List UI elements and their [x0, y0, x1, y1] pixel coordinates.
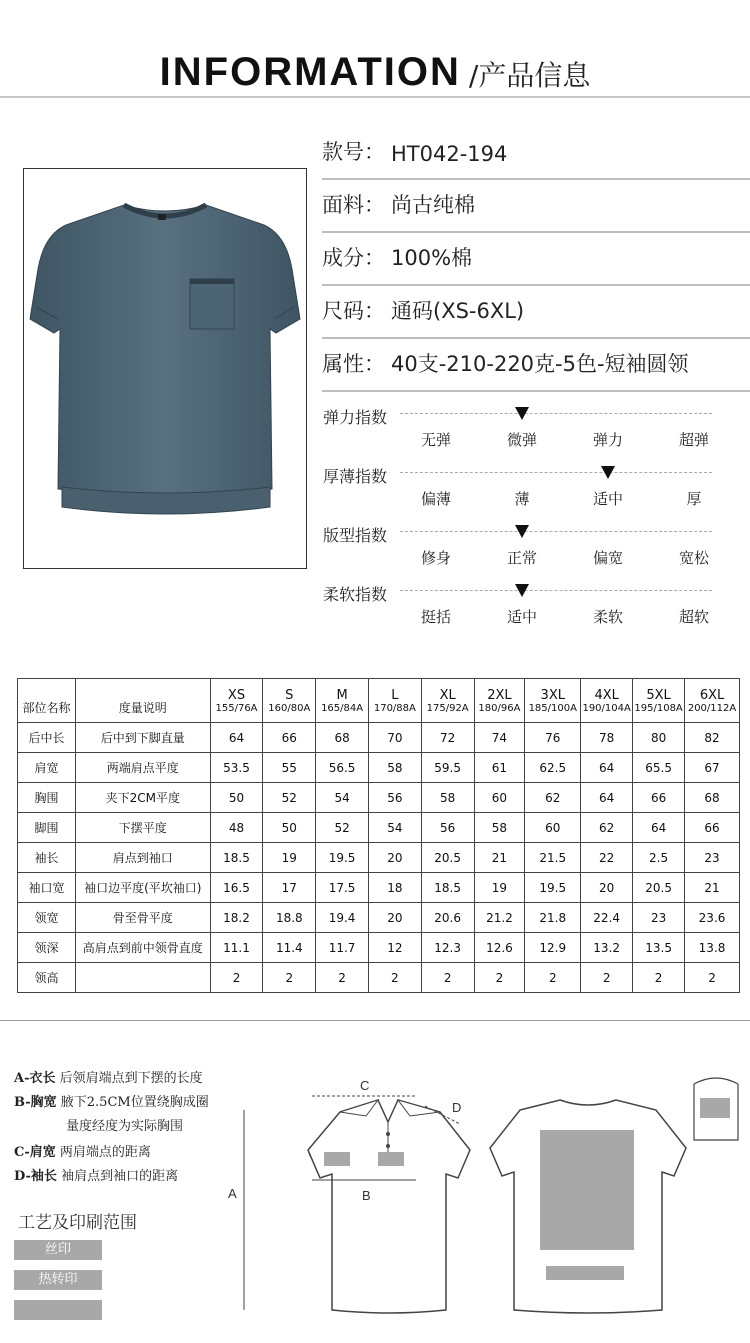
- table-cell: 21.2: [474, 903, 525, 933]
- index-option: 柔软: [592, 608, 623, 626]
- section-divider: [0, 1020, 750, 1021]
- header-size: [421, 679, 474, 723]
- size-code: 200/112A: [687, 702, 737, 714]
- table-cell: 18.5: [210, 843, 263, 873]
- table-row: [18, 843, 740, 873]
- tshirt-image: [24, 169, 306, 568]
- front-print-left: [324, 1152, 350, 1166]
- table-cell: 19: [263, 843, 316, 873]
- label-c: C: [360, 1078, 370, 1093]
- table-cell: 78: [581, 723, 633, 753]
- header-size: [474, 679, 525, 723]
- table-cell: 52: [316, 813, 369, 843]
- size-label: S: [285, 687, 294, 703]
- table-cell: 23.6: [685, 903, 740, 933]
- table-cell: 64: [633, 813, 685, 843]
- table-cell: 21.8: [525, 903, 581, 933]
- table-cell: 67: [685, 753, 740, 783]
- table-cell: 11.1: [210, 933, 263, 963]
- index-option: 适中: [592, 490, 623, 508]
- table-cell: 2.5: [633, 843, 685, 873]
- front-print-right: [378, 1152, 404, 1166]
- table-cell: 12.9: [525, 933, 581, 963]
- table-cell: 76: [525, 723, 581, 753]
- table-cell: 17.5: [316, 873, 369, 903]
- size-label: 6XL: [699, 687, 725, 703]
- index-scale-line: [400, 590, 712, 591]
- row-desc: [76, 963, 211, 993]
- label-b: B: [362, 1188, 371, 1203]
- table-row: [18, 963, 740, 993]
- index-option: 微弹: [506, 431, 537, 449]
- table-row: [18, 723, 740, 753]
- table-cell: 18.8: [263, 903, 316, 933]
- row-desc: 高肩点到前中领骨直度: [76, 933, 211, 963]
- row-part: 领高: [18, 963, 76, 993]
- header-size: [263, 679, 316, 723]
- index-scale-line: [400, 531, 712, 532]
- size-code: 180/96A: [478, 702, 521, 714]
- table-cell: 58: [421, 783, 474, 813]
- craft-heat-transfer[interactable]: 热转印: [14, 1270, 102, 1290]
- size-code: 155/76A: [215, 702, 258, 714]
- index-scale-line: [400, 472, 712, 473]
- size-code: 165/84A: [321, 702, 364, 714]
- index-marker: [601, 466, 615, 479]
- table-cell: 13.2: [581, 933, 633, 963]
- index-option: 无弹: [420, 431, 451, 449]
- size-label: XL: [439, 687, 456, 703]
- row-part: 袖长: [18, 843, 76, 873]
- craft-title: 工艺及印刷范围: [18, 1213, 137, 1233]
- table-cell: 72: [421, 723, 474, 753]
- table-cell: 61: [474, 753, 525, 783]
- row-part: 肩宽: [18, 753, 76, 783]
- back-print-bottom: [546, 1266, 624, 1280]
- table-cell: 64: [210, 723, 263, 753]
- index-option: 厚: [686, 490, 702, 508]
- front-shirt: [308, 1100, 470, 1313]
- size-label: L: [391, 687, 399, 703]
- index-title: 柔软指数: [323, 585, 388, 604]
- table-cell: 82: [685, 723, 740, 753]
- label-d: D: [452, 1100, 462, 1115]
- row-part: 领宽: [18, 903, 76, 933]
- size-label: 2XL: [487, 687, 512, 703]
- table-cell: 59.5: [421, 753, 474, 783]
- index-option: 挺括: [420, 608, 451, 626]
- index-option: 宽松: [678, 549, 709, 567]
- size-label: 5XL: [646, 687, 671, 703]
- table-cell: 22.4: [581, 903, 633, 933]
- table-cell: 58: [368, 753, 421, 783]
- table-cell: 21: [685, 873, 740, 903]
- table-cell: 70: [368, 723, 421, 753]
- def-chest: B-胸宽 腋下2.5CM位置绕胸成圈: [14, 1095, 209, 1110]
- header-size: [581, 679, 633, 723]
- spec-attributes: 属性： 40支-210-220克-5色-短袖圆领: [322, 340, 750, 392]
- row-part: 袖口宽: [18, 873, 76, 903]
- index-title: 厚薄指数: [323, 467, 388, 486]
- spec-fabric: 面料： 尚古纯棉: [322, 181, 750, 233]
- row-part: 后中长: [18, 723, 76, 753]
- table-cell: 19: [474, 873, 525, 903]
- table-cell: 23: [633, 903, 685, 933]
- table-cell: 2: [316, 963, 369, 993]
- table-cell: 18: [368, 873, 421, 903]
- row-desc: 夹下2CM平度: [76, 783, 211, 813]
- index-marker: [515, 407, 529, 420]
- size-label: 4XL: [594, 687, 619, 703]
- table-cell: 11.4: [263, 933, 316, 963]
- row-desc: 下摆平度: [76, 813, 211, 843]
- table-cell: 68: [685, 783, 740, 813]
- index-marker: [515, 525, 529, 538]
- table-row: [18, 753, 740, 783]
- table-cell: 12.6: [474, 933, 525, 963]
- table-cell: 50: [210, 783, 263, 813]
- table-cell: 56.5: [316, 753, 369, 783]
- craft-blank[interactable]: [14, 1300, 102, 1320]
- size-header-row: [18, 679, 740, 723]
- table-cell: 56: [368, 783, 421, 813]
- header-size: [633, 679, 685, 723]
- row-part: 领深: [18, 933, 76, 963]
- def-chest-note: 量度经度为实际胸围: [66, 1119, 184, 1134]
- table-cell: 16.5: [210, 873, 263, 903]
- index-option: 适中: [506, 608, 537, 626]
- size-code: 160/80A: [268, 702, 311, 714]
- table-cell: 12.3: [421, 933, 474, 963]
- title-cn: /产品信息: [468, 59, 591, 92]
- table-cell: 22: [581, 843, 633, 873]
- size-label: 3XL: [540, 687, 565, 703]
- index-marker: [515, 584, 529, 597]
- row-part: 胸围: [18, 783, 76, 813]
- table-cell: 2: [368, 963, 421, 993]
- table-cell: 21: [474, 843, 525, 873]
- table-row: [18, 783, 740, 813]
- table-cell: 54: [316, 783, 369, 813]
- def-sleeve: D-袖长 袖肩点到袖口的距离: [14, 1169, 179, 1184]
- row-desc: 两端肩点平度: [76, 753, 211, 783]
- size-code: 195/108A: [634, 702, 683, 714]
- spec-style-no: 款号： HT042-194: [322, 128, 750, 180]
- size-table: [17, 678, 740, 993]
- table-cell: 80: [633, 723, 685, 753]
- table-cell: 64: [581, 753, 633, 783]
- index-option: 正常: [506, 549, 537, 567]
- size-code: 170/88A: [373, 702, 416, 714]
- table-cell: 17: [263, 873, 316, 903]
- table-row: [18, 903, 740, 933]
- index-option: 偏薄: [420, 490, 451, 508]
- header-size: [316, 679, 369, 723]
- table-cell: 18.2: [210, 903, 263, 933]
- table-cell: 2: [633, 963, 685, 993]
- table-cell: 62: [581, 813, 633, 843]
- table-cell: 54: [368, 813, 421, 843]
- row-part: 脚围: [18, 813, 76, 843]
- header-desc: 度量说明: [76, 679, 211, 723]
- index-option: 弹力: [592, 431, 623, 449]
- table-cell: 23: [685, 843, 740, 873]
- table-cell: 68: [316, 723, 369, 753]
- measurement-diagram: [220, 1070, 740, 1340]
- neck-print-area: [700, 1098, 730, 1118]
- table-cell: 2: [581, 963, 633, 993]
- table-cell: 64: [581, 783, 633, 813]
- table-cell: 11.7: [316, 933, 369, 963]
- index-option: 修身: [420, 549, 451, 567]
- table-cell: 2: [474, 963, 525, 993]
- header-size: [525, 679, 581, 723]
- table-cell: 74: [474, 723, 525, 753]
- row-desc: 袖口边平度(平坎袖口): [76, 873, 211, 903]
- craft-screen-print[interactable]: 丝印: [14, 1240, 102, 1260]
- label-a: A: [228, 1186, 237, 1201]
- table-cell: 2: [525, 963, 581, 993]
- table-cell: 60: [525, 813, 581, 843]
- index-scale-line: [400, 413, 712, 414]
- table-cell: 19.5: [525, 873, 581, 903]
- index-option: 薄: [514, 490, 530, 508]
- title-en: INFORMATION: [159, 50, 461, 94]
- table-cell: 53.5: [210, 753, 263, 783]
- table-cell: 2: [210, 963, 263, 993]
- table-cell: 58: [474, 813, 525, 843]
- header-size: [368, 679, 421, 723]
- spec-composition: 成分： 100%棉: [322, 234, 750, 286]
- table-row: [18, 933, 740, 963]
- header-size: [210, 679, 263, 723]
- table-cell: 12: [368, 933, 421, 963]
- table-cell: 2: [263, 963, 316, 993]
- table-cell: 20: [581, 873, 633, 903]
- table-cell: 62: [525, 783, 581, 813]
- page-header: [0, 50, 750, 95]
- size-code: 185/100A: [528, 702, 577, 714]
- table-cell: 19.4: [316, 903, 369, 933]
- table-cell: 18.5: [421, 873, 474, 903]
- product-photo: [23, 168, 307, 569]
- index-title: 版型指数: [323, 526, 388, 545]
- table-cell: 52: [263, 783, 316, 813]
- table-row: [18, 873, 740, 903]
- header-part: 部位名称: [18, 679, 76, 723]
- table-cell: 20.5: [421, 843, 474, 873]
- table-cell: 55: [263, 753, 316, 783]
- table-cell: 56: [421, 813, 474, 843]
- table-cell: 20.5: [633, 873, 685, 903]
- header-divider: [0, 96, 750, 98]
- table-cell: 20: [368, 903, 421, 933]
- table-cell: 20: [368, 843, 421, 873]
- index-title: 弹力指数: [323, 408, 388, 427]
- size-label: XS: [227, 687, 246, 703]
- row-desc: 肩点到袖口: [76, 843, 211, 873]
- table-cell: 21.5: [525, 843, 581, 873]
- table-cell: 50: [263, 813, 316, 843]
- table-row: [18, 813, 740, 843]
- row-desc: 骨至骨平度: [76, 903, 211, 933]
- def-length: A-衣长 后领肩端点到下摆的长度: [14, 1071, 203, 1086]
- back-print-area: [540, 1130, 634, 1250]
- table-cell: 66: [263, 723, 316, 753]
- table-cell: 13.5: [633, 933, 685, 963]
- size-code: 190/104A: [582, 702, 631, 714]
- table-cell: 65.5: [633, 753, 685, 783]
- table-cell: 60: [474, 783, 525, 813]
- header-size: [685, 679, 740, 723]
- spec-size: 尺码： 通码(XS-6XL): [322, 287, 750, 339]
- table-cell: 2: [685, 963, 740, 993]
- def-shoulder: C-肩宽 两肩端点的距离: [14, 1145, 151, 1160]
- table-cell: 62.5: [525, 753, 581, 783]
- table-cell: 19.5: [316, 843, 369, 873]
- index-option: 偏宽: [592, 549, 623, 567]
- table-cell: 2: [421, 963, 474, 993]
- table-cell: 66: [633, 783, 685, 813]
- table-cell: 13.8: [685, 933, 740, 963]
- size-label: M: [336, 687, 348, 703]
- index-option: 超软: [678, 608, 709, 626]
- size-code: 175/92A: [426, 702, 469, 714]
- table-cell: 48: [210, 813, 263, 843]
- table-cell: 20.6: [421, 903, 474, 933]
- row-desc: 后中到下脚直量: [76, 723, 211, 753]
- index-option: 超弹: [678, 431, 709, 449]
- table-cell: 66: [685, 813, 740, 843]
